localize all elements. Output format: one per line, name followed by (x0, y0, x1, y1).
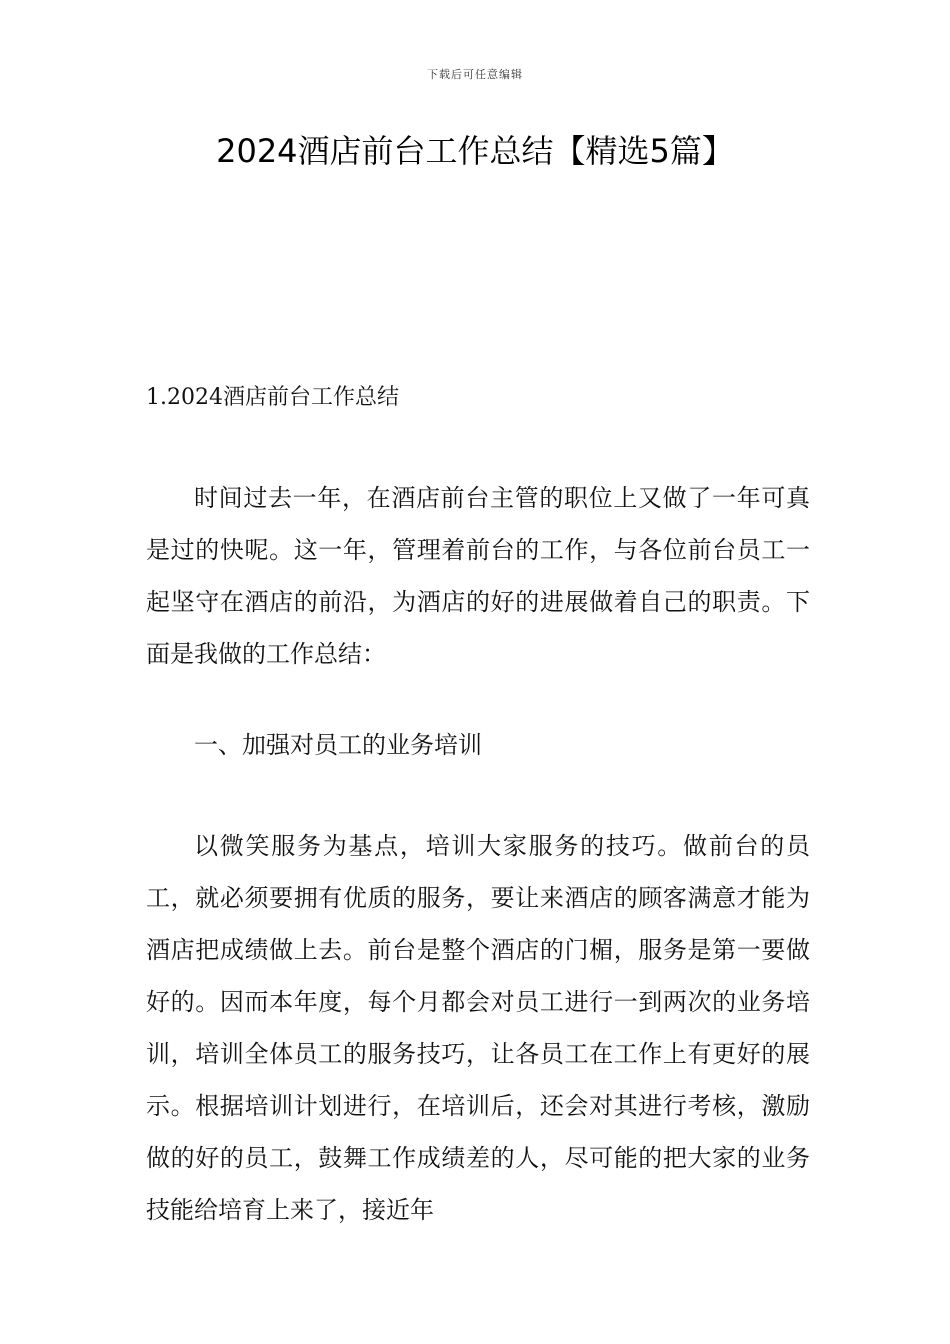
document-title: 2024酒店前台工作总结【精选5篇】 (216, 132, 734, 170)
training-paragraph: 以微笑服务为基点，培训大家服务的技巧。做前台的员工，就必须要拥有优质的服务，要让来酒店的顾客满意才能为酒店把成绩做上去。前台是整个酒店的门楣，服务是第一要做好的。因而本年度，每个月都会对员工进行一到两次的业务培训，培训全体员工的服务技巧，让各员工在工作上有更好的展示。根据培训计划进行，在培训后，还会对其进行考核，激励做的好的员工，鼓舞工作成绩差的人，尽可能的把大家的业务技能给培育上来了，接近年 (146, 832, 810, 1224)
section-heading: 1.2024酒店前台工作总结 (146, 385, 399, 410)
header-note: 下载后可任意编辑 (427, 68, 523, 81)
intro-paragraph: 时间过去一年，在酒店前台主管的职位上又做了一年可真是过的快呢。这一年，管理着前台的工作，与各位前台员工一起坚守在酒店的前沿，为酒店的好的进展做着自己的职责。下面是我做的工作总结： (146, 484, 810, 668)
subheading-training: 一、加强对员工的业务培训 (194, 731, 482, 759)
